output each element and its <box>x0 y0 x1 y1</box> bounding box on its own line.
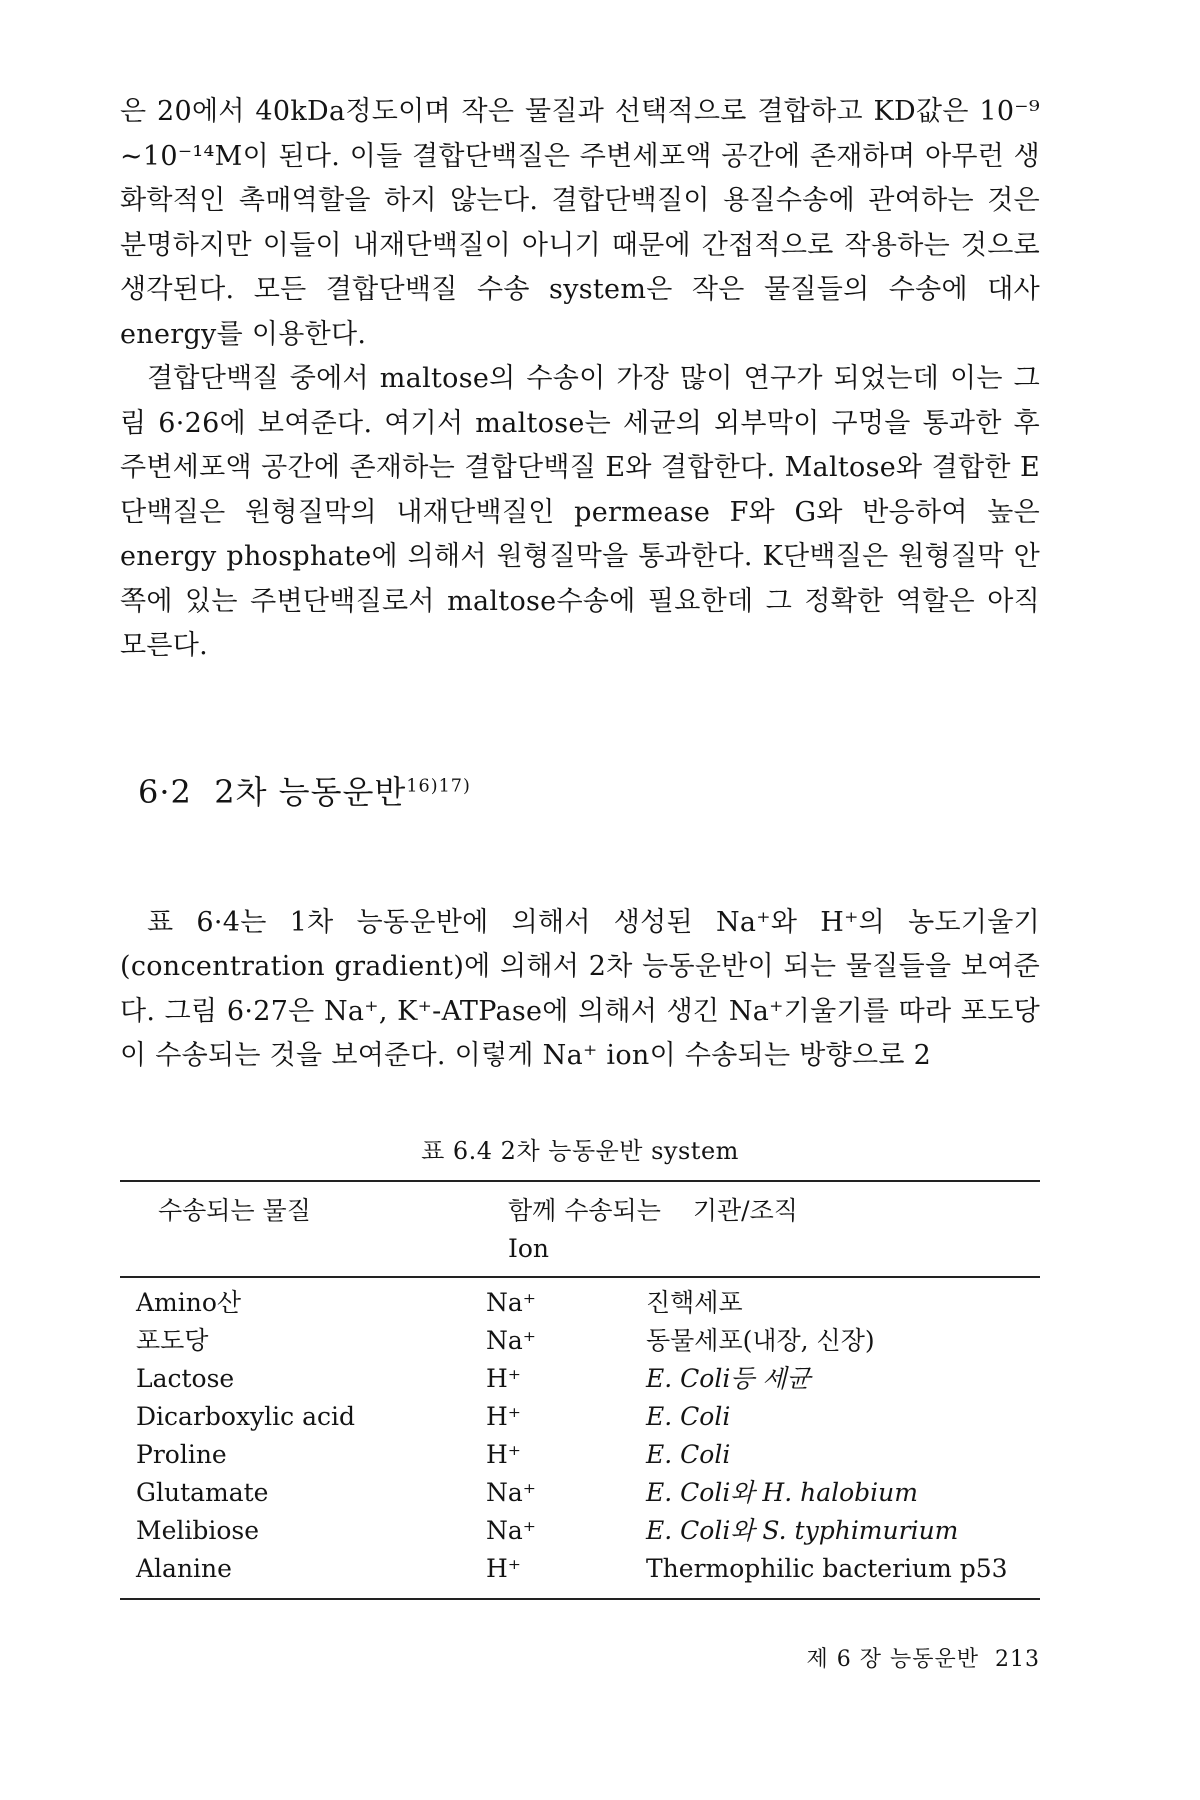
table-header-row-1 <box>120 1192 1040 1230</box>
section-heading <box>138 767 1040 813</box>
page <box>120 90 1040 1600</box>
cell-organ: E. Coli와 S. typhimurium <box>646 1515 959 1545</box>
header-substance: 수송되는 물질 <box>158 1195 311 1225</box>
table-header-row-2 <box>120 1230 1040 1268</box>
page-footer <box>807 1642 1041 1673</box>
cell-organ: E. Coli와 H. halobium <box>646 1477 918 1507</box>
table-row <box>120 1512 1040 1550</box>
table-row <box>120 1360 1040 1398</box>
cell-substance: Lactose <box>136 1363 235 1393</box>
table-row <box>120 1322 1040 1360</box>
table-row <box>120 1436 1040 1474</box>
header-ion: 함께 수송되는 <box>508 1195 661 1225</box>
cell-substance: Alanine <box>136 1553 232 1583</box>
section-title: 2차 능동운반 <box>214 772 407 811</box>
header-ion-line2: Ion <box>508 1233 550 1263</box>
transport-table <box>120 1180 1040 1600</box>
cell-ion: H⁺ <box>486 1439 521 1469</box>
section-refs: 16)17) <box>406 775 471 796</box>
footer-page-number: 213 <box>995 1647 1040 1672</box>
cell-ion: Na⁺ <box>486 1477 536 1507</box>
table-body <box>120 1278 1040 1598</box>
cell-substance: Melibiose <box>136 1515 260 1545</box>
table-row <box>120 1474 1040 1512</box>
cell-organ: 진핵세포 <box>646 1287 743 1317</box>
cell-substance: 포도당 <box>136 1325 209 1355</box>
cell-ion: H⁺ <box>486 1553 521 1583</box>
cell-substance: Glutamate <box>136 1477 269 1507</box>
cell-ion: H⁺ <box>486 1363 521 1393</box>
cell-substance: Proline <box>136 1439 227 1469</box>
footer-chapter: 제 6 장 능동운반 <box>806 1647 979 1672</box>
table-row <box>120 1284 1040 1322</box>
cell-ion: Na⁺ <box>486 1325 536 1355</box>
cell-ion: H⁺ <box>486 1401 521 1431</box>
section-paragraph: 표 6·4는 1차 능동운반에 의해서 생성된 Na⁺와 H⁺의 농도기울기(concentration gradient)에 의해서 2차 능동운반이 되는 물질들을 보여준다. 그림 6·27은 Na⁺, K⁺-ATPase에 의해서 생긴 Na⁺기울기를 따라 포도당이 수송되는 것을 보여준다. 이렇게 Na⁺ ion이 수송되는 방향으로 2 <box>120 906 1040 1071</box>
body-paragraph-2: 결합단백질 중에서 maltose의 수송이 가장 많이 연구가 되었는데 이는 그림 6·26에 보여준다. 여기서 maltose는 세균의 외부막이 구멍을 통과한 후 주변세포액 공간에 존재하는 결합단백질 E와 결합한다. Maltose와 결합한 E 단백질은 원형질막의 내재단백질인 permease F와 G와 반응하여 높은 energy phosphate에 의해서 원형질막을 통과한다. K단백질은 원형질막 안쪽에 있는 주변단백질로서 maltose수송에 필요한데 그 정확한 역할은 아직 모른다. <box>120 363 1040 661</box>
table-caption: 표 6.4 2차 능동운반 system <box>421 1136 739 1165</box>
table-row <box>120 1550 1040 1588</box>
cell-substance: Amino산 <box>136 1287 242 1317</box>
cell-ion: Na⁺ <box>486 1287 536 1317</box>
body-paragraph-1: 은 20에서 40kDa정도이며 작은 물질과 선택적으로 결합하고 KD값은 10⁻⁹ ~10⁻¹⁴M이 된다. 이들 결합단백질은 주변세포액 공간에 존재하며 아무런 생화학적인 촉매역할을 하지 않는다. 결합단백질이 용질수송에 관여하는 것은 분명하지만 이들이 내재단백질이 아니기 때문에 간접적으로 작용하는 것으로 생각된다. 모든 결합단백질 수송 system은 작은 물질들의 수송에 대사 energy를 이용한다. <box>120 96 1040 350</box>
cell-ion: Na⁺ <box>486 1515 536 1545</box>
cell-organ: E. Coli <box>646 1439 731 1469</box>
cell-organ: Thermophilic bacterium p53 <box>646 1553 1008 1583</box>
cell-organ: E. Coli등 세균 <box>646 1363 811 1393</box>
cell-substance: Dicarboxylic acid <box>136 1401 356 1431</box>
table-header <box>120 1182 1040 1278</box>
section-number: 6·2 <box>138 772 192 811</box>
cell-organ: E. Coli <box>646 1401 731 1431</box>
header-organ: 기관/조직 <box>692 1195 798 1225</box>
table-row <box>120 1398 1040 1436</box>
cell-organ: 동물세포(내장, 신장) <box>646 1325 875 1355</box>
